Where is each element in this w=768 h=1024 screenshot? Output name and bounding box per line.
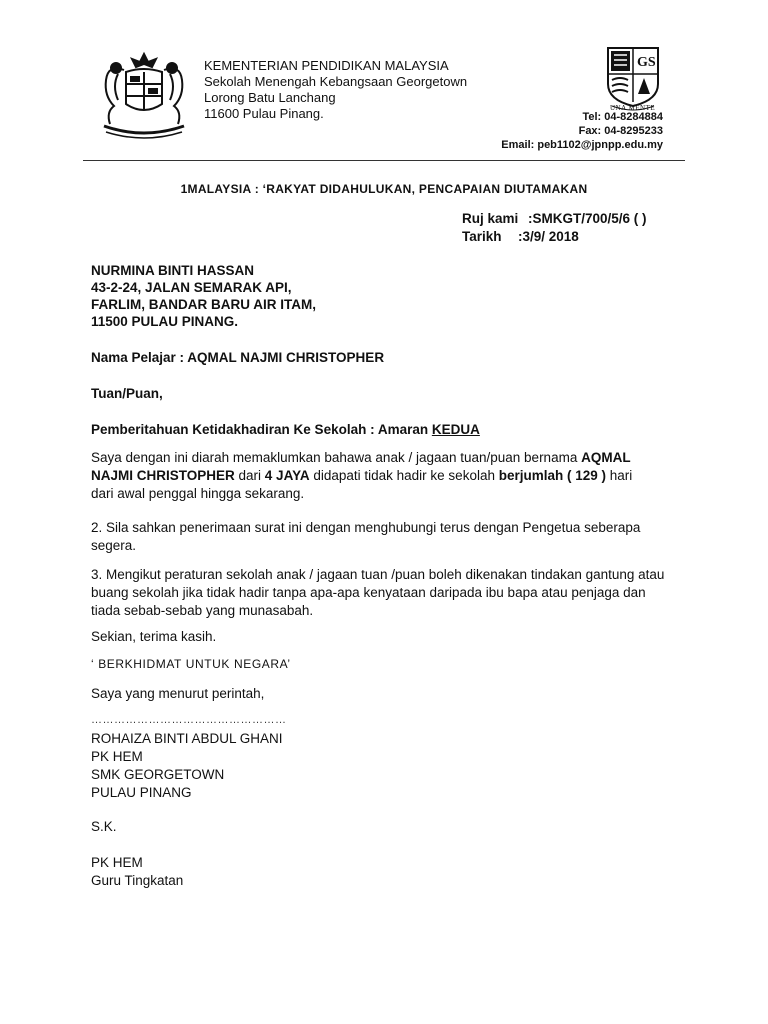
p1-text-d: hari <box>606 468 633 483</box>
cc-item-2: Guru Tingkatan <box>91 873 184 888</box>
p1-text-b: dari <box>234 468 265 483</box>
date-value: :3/9/ 2018 <box>518 229 579 244</box>
signer-school: SMK GEORGETOWN <box>91 767 225 782</box>
letterhead-address <box>204 58 467 122</box>
cc-item-1: PK HEM <box>91 855 143 870</box>
student-name-line: Nama Pelajar : AQMAL NAJMI CHRISTOPHER <box>91 350 385 365</box>
reference-block <box>462 210 647 246</box>
paragraph-3 <box>91 566 691 620</box>
subject-line <box>91 422 480 437</box>
student-class: 4 JAYA <box>264 468 310 483</box>
signer-name: ROHAIZA BINTI ABDUL GHANI <box>91 731 283 746</box>
school-name: Sekolah Menengah Kebangsaan Georgetown <box>204 74 468 89</box>
student-name-part-1: AQMAL <box>581 450 631 465</box>
signer-title: PK HEM <box>91 749 143 764</box>
motto-line: ‘ BERKHIDMAT UNTUK NEGARA’ <box>91 657 291 671</box>
school-street: Lorong Batu Lanchang <box>204 90 336 105</box>
paragraph-2 <box>91 519 691 555</box>
salutation: Tuan/Puan, <box>91 386 163 401</box>
date-label: Tarikh <box>462 229 502 244</box>
p3-text-c: tiada sebab-sebab yang munasabah. <box>91 603 314 618</box>
warning-level: KEDUA <box>431 422 480 437</box>
recipient-line-1: 43-2-24, JALAN SEMARAK API, <box>91 280 292 295</box>
coat-of-arms-logo <box>96 50 192 142</box>
school-city: 11600 Pulau Pinang. <box>204 106 324 121</box>
p1-text-a: Saya dengan ini diarah memaklumkan bahawa anak / jagaan tuan/puan bernama <box>91 450 582 465</box>
signature-block <box>91 730 283 802</box>
closing-line: Sekian, terima kasih. <box>91 629 217 644</box>
student-name-part-2: NAJMI CHRISTOPHER <box>91 468 235 483</box>
order-line: Saya yang menurut perintah, <box>91 686 265 701</box>
crest-motto-text: UNA MENTE <box>610 104 656 112</box>
school-email: Email: peb1102@jpnpp.edu.my <box>501 139 663 151</box>
p1-text-e: dari awal penggal hingga sekarang. <box>91 486 305 501</box>
p2-text-b: segera. <box>91 538 137 553</box>
school-tel: Tel: 04-8284884 <box>582 111 663 123</box>
recipient-name: NURMINA BINTI HASSAN <box>91 263 254 278</box>
school-fax: Fax: 04-8295233 <box>578 125 663 137</box>
header-divider <box>83 160 685 161</box>
cc-label: S.K. <box>91 819 117 834</box>
recipient-address <box>91 262 316 330</box>
recipient-line-2: FARLIM, BANDAR BARU AIR ITAM, <box>91 297 316 312</box>
letterhead-contact <box>501 110 663 152</box>
svg-text:GS: GS <box>637 55 656 70</box>
school-crest-logo <box>604 44 662 112</box>
signer-state: PULAU PINANG <box>91 785 192 800</box>
subject-prefix: Pemberitahuan Ketidakhadiran Ke Sekolah : Amaran <box>91 422 432 437</box>
signature-dots: …………………………………………… <box>91 714 287 726</box>
p3-text-a: 3. Mengikut peraturan sekolah anak / jagaan tuan /puan boleh dikenakan tindakan gantung atau <box>91 567 665 582</box>
slogan: 1MALAYSIA : ‘RAKYAT DIDAHULUKAN, PENCAPAIAN DIUTAMAKAN <box>180 182 588 196</box>
paragraph-1 <box>91 449 691 503</box>
absence-total: berjumlah ( 129 ) <box>498 468 607 483</box>
p2-text-a: 2. Sila sahkan penerimaan surat ini dengan menghubungi terus dengan Pengetua seberapa <box>91 520 641 535</box>
ref-label: Ruj kami <box>462 211 519 226</box>
recipient-line-3: 11500 PULAU PINANG. <box>91 314 239 329</box>
p3-text-b: buang sekolah jika tidak hadir tanpa apa-apa kenyataan daripada ibu bapa atau penjaga dan <box>91 585 646 600</box>
p1-text-c: didapati tidak hadir ke sekolah <box>309 468 499 483</box>
ministry-name: KEMENTERIAN PENDIDIKAN MALAYSIA <box>204 58 449 73</box>
ref-value: :SMKGT/700/5/6 ( ) <box>528 211 647 226</box>
cc-list <box>91 854 183 890</box>
